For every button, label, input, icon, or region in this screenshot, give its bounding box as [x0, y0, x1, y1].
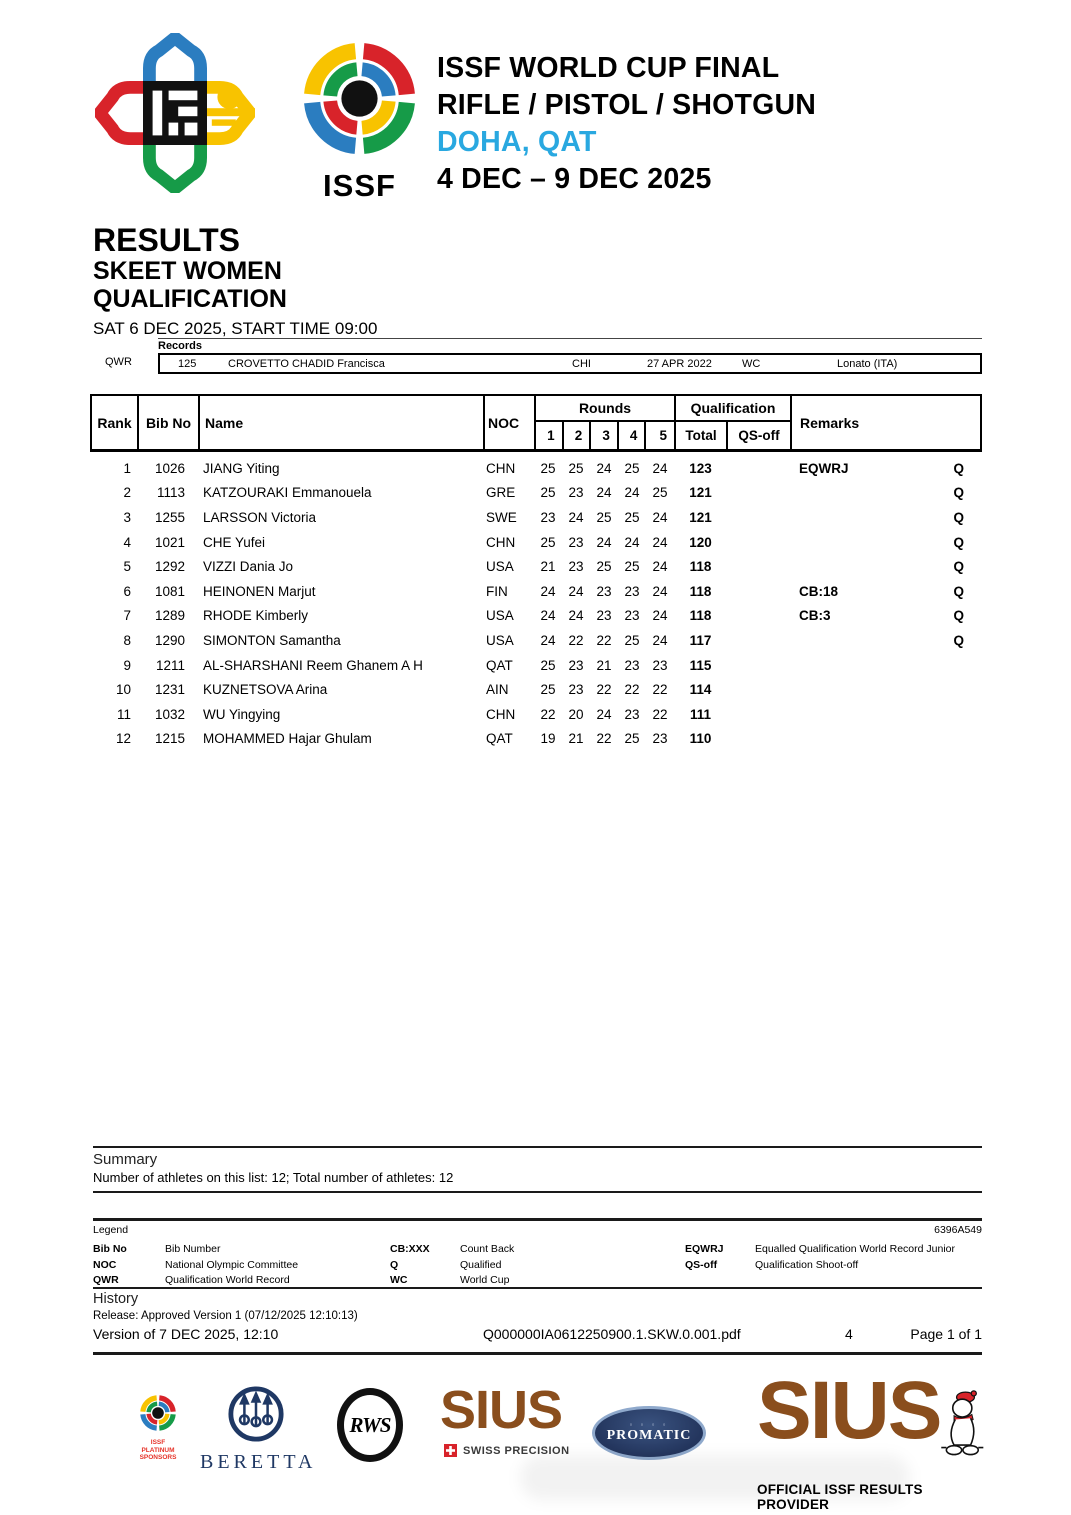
noc-cell: CHN [486, 706, 516, 722]
round-2-cell: 20 [568, 706, 584, 722]
round-5-cell: 22 [652, 682, 668, 698]
round-4-cell: 23 [624, 583, 640, 599]
legend-description: Qualification World Record [165, 1274, 290, 1286]
record-noc: CHI [572, 357, 591, 370]
table-row [90, 702, 982, 727]
issf-target-rings-icon [297, 36, 422, 161]
platinum-caption-line2: PLATINUM [141, 1446, 175, 1454]
event-title-block [437, 50, 816, 198]
round-1-cell: 25 [540, 657, 556, 673]
issf-logo-text: ISSF [323, 168, 396, 203]
round-5-cell: 24 [652, 608, 668, 624]
round-2-cell: 24 [568, 509, 584, 525]
table-row [90, 604, 982, 629]
sius-logo [440, 1380, 570, 1457]
name-cell: JIANG Yiting [203, 460, 280, 476]
rank-cell: 12 [115, 731, 131, 747]
sius-tagline: SWISS PRECISION [463, 1444, 570, 1457]
header-rounds-group [536, 396, 676, 449]
total-cell: 115 [689, 657, 712, 673]
bib-cell: 1113 [156, 485, 185, 501]
round-3-cell: 22 [596, 632, 612, 648]
issf-mini-rings-icon [138, 1393, 178, 1433]
round-2-cell: 25 [568, 460, 584, 476]
round-1-cell: 24 [540, 583, 556, 599]
event-phase: QUALIFICATION [93, 284, 287, 313]
legend-description: Count Back [460, 1243, 515, 1255]
qualified-cell: Q [953, 485, 964, 501]
page-title: RESULTS [93, 222, 240, 258]
round-1-cell: 25 [540, 485, 556, 501]
header-rounds: Rounds [536, 396, 674, 422]
records-section [93, 338, 982, 374]
bib-cell: 1215 [154, 731, 185, 747]
footer-bottom-rule [93, 1352, 982, 1355]
header-remarks: Remarks [800, 414, 860, 431]
rank-cell: 2 [123, 485, 131, 501]
qualified-cell: Q [953, 608, 964, 624]
record-holder-name: CROVETTO CHADID Francisca [228, 357, 385, 370]
legend-term: WC [390, 1274, 408, 1286]
name-cell: SIMONTON Samantha [203, 632, 341, 648]
table-row [90, 677, 982, 702]
page-indicator: Page 1 of 1 [910, 1326, 982, 1342]
round-5-cell: 24 [652, 559, 668, 575]
history-heading: History [93, 1291, 139, 1307]
round-1-cell: 24 [540, 632, 556, 648]
total-cell: 118 [689, 559, 712, 575]
rws-logo [337, 1388, 403, 1462]
round-5-cell: 25 [652, 485, 668, 501]
remark-cell: CB:3 [799, 608, 831, 624]
legend-row [93, 1258, 982, 1274]
legend-term: CB:XXX [390, 1243, 430, 1255]
round-5-cell: 24 [652, 509, 668, 525]
legend-term: Q [390, 1258, 399, 1271]
total-cell: 111 [689, 706, 712, 722]
name-cell: KATZOURAKI Emmanouela [203, 485, 372, 501]
bib-cell: 1081 [154, 583, 185, 599]
table-row [90, 456, 982, 481]
header-round-3: 3 [591, 422, 619, 449]
noc-cell: USA [486, 559, 514, 575]
table-row [90, 505, 982, 530]
round-3-cell: 24 [596, 460, 612, 476]
round-1-cell: 24 [540, 608, 556, 624]
round-4-cell: 24 [624, 485, 640, 501]
sius-wordmark: SIUS [440, 1380, 563, 1440]
rank-cell: 1 [123, 460, 131, 476]
round-1-cell: 25 [540, 534, 556, 550]
header-name: Name [200, 396, 485, 449]
round-1-cell: 19 [540, 731, 556, 747]
round-5-cell: 22 [652, 706, 668, 722]
beretta-logo [200, 1385, 317, 1474]
round-4-cell: 23 [624, 657, 640, 673]
rank-cell: 11 [116, 706, 131, 722]
swiss-flag-icon [444, 1444, 457, 1457]
event-schedule: SAT 6 DEC 2025, START TIME 09:00 [93, 319, 378, 338]
bib-cell: 1021 [154, 534, 185, 550]
event-name: SKEET WOMEN [93, 257, 282, 285]
rank-cell: 7 [123, 608, 131, 624]
legend-term: NOC [93, 1258, 117, 1271]
round-3-cell: 25 [596, 509, 612, 525]
noc-cell: AIN [486, 682, 509, 698]
history-top-rule [93, 1287, 982, 1289]
header-qualification-group [676, 396, 792, 449]
round-3-cell: 24 [596, 485, 612, 501]
doha-2025-logo [95, 33, 255, 198]
round-2-cell: 23 [568, 657, 584, 673]
legend-description: Equalled Qualification World Record Junior [755, 1243, 955, 1255]
round-2-cell: 23 [568, 682, 584, 698]
records-label: Records [158, 340, 203, 352]
round-5-cell: 24 [652, 534, 668, 550]
summary-text: Number of athletes on this list: 12; Total number of athletes: 12 [93, 1170, 454, 1185]
history-section [93, 1291, 358, 1322]
legend-top-rule [93, 1218, 982, 1221]
record-competition: WC [742, 357, 761, 370]
promatic-logo [592, 1406, 706, 1460]
round-2-cell: 24 [568, 608, 584, 624]
filename-text: Q000000IA0612250900.1.SKW.0.001.pdf [483, 1326, 741, 1342]
header-qs-off: QS-off [738, 428, 780, 443]
round-2-cell: 24 [568, 583, 584, 599]
record-row [93, 353, 982, 374]
round-3-cell: 25 [596, 559, 612, 575]
table-header [90, 394, 982, 452]
total-cell: 118 [689, 583, 712, 599]
round-5-cell: 24 [652, 632, 668, 648]
total-cell: 121 [689, 485, 712, 501]
document-code: 6396A549 [934, 1224, 982, 1236]
version-text: Version of 7 DEC 2025, 12:10 [93, 1326, 279, 1342]
beretta-trident-icon [227, 1385, 285, 1443]
round-4-cell: 25 [624, 559, 640, 575]
table-row [90, 727, 982, 752]
noc-cell: CHN [486, 534, 516, 550]
header-round-1: 1 [536, 422, 564, 449]
round-4-cell: 23 [624, 608, 640, 624]
round-1-cell: 22 [540, 706, 556, 722]
name-cell: RHODE Kimberly [203, 608, 309, 624]
legend-term: QWR [93, 1274, 119, 1286]
bib-cell: 1211 [155, 657, 185, 673]
round-1-cell: 25 [540, 460, 556, 476]
bib-cell: 1231 [154, 682, 185, 698]
round-4-cell: 24 [624, 534, 640, 550]
qualified-cell: Q [953, 460, 964, 476]
header-round-5: 5 [659, 428, 667, 443]
noc-cell: CHN [486, 460, 516, 476]
rws-wordmark: RWS [349, 1412, 391, 1437]
rank-cell: 6 [123, 583, 131, 599]
results-heading-block [93, 222, 377, 339]
doha-2025-logo-graphic [95, 33, 255, 193]
remark-cell: EQWRJ [799, 460, 849, 476]
event-location: DOHA, QAT [437, 126, 597, 158]
rank-cell: 5 [123, 559, 131, 575]
round-5-cell: 24 [652, 460, 668, 476]
header-round-4: 4 [619, 422, 647, 449]
noc-cell: GRE [486, 485, 516, 501]
total-cell: 123 [689, 460, 712, 476]
name-cell: KUZNETSOVA Arina [203, 682, 328, 698]
rank-cell: 10 [115, 682, 131, 698]
noc-cell: USA [486, 608, 514, 624]
round-4-cell: 25 [624, 509, 640, 525]
legend-description: Bib Number [165, 1243, 221, 1255]
name-cell: CHE Yufei [203, 534, 266, 550]
remark-cell: CB:18 [799, 583, 839, 599]
legend-heading: Legend [93, 1224, 129, 1236]
round-2-cell: 23 [568, 534, 584, 550]
round-2-cell: 23 [568, 485, 584, 501]
record-date: 27 APR 2022 [647, 357, 712, 370]
table-row [90, 554, 982, 579]
round-3-cell: 21 [596, 657, 612, 673]
rank-cell: 9 [123, 657, 131, 673]
total-cell: 121 [689, 509, 712, 525]
platinum-caption-line3: SPONSORS [139, 1454, 177, 1461]
noc-cell: QAT [486, 731, 513, 747]
header-qualification: Qualification [676, 396, 790, 422]
bib-cell: 1292 [154, 559, 185, 575]
round-4-cell: 23 [624, 706, 640, 722]
header-bib: Bib No [139, 396, 200, 449]
round-1-cell: 23 [540, 509, 556, 525]
round-4-cell: 25 [624, 460, 640, 476]
bib-cell: 1290 [154, 632, 185, 648]
total-cell: 120 [689, 534, 712, 550]
total-cell: 114 [689, 682, 712, 698]
document-footer [93, 1326, 982, 1346]
event-title-line1: ISSF WORLD CUP FINAL [437, 52, 780, 84]
legend-description: Qualified [460, 1258, 502, 1271]
qualified-cell: Q [953, 509, 964, 525]
header-noc: NOC [485, 396, 536, 449]
total-cell: 117 [689, 632, 712, 648]
legend-section [93, 1224, 982, 1289]
bib-cell: 1289 [154, 608, 185, 624]
name-cell: AL-SHARSHANI Reem Ghanem A H [203, 657, 423, 673]
table-row [90, 653, 982, 678]
history-release: Release: Approved Version 1 (07/12/2025 12:10:13) [93, 1310, 358, 1322]
name-cell: WU Yingying [203, 706, 281, 722]
header-round-2: 2 [564, 422, 592, 449]
event-dates: 4 DEC – 9 DEC 2025 [437, 163, 712, 195]
round-3-cell: 22 [596, 682, 612, 698]
rank-cell: 8 [123, 632, 131, 648]
footer-number: 4 [845, 1326, 853, 1342]
header-total: Total [676, 422, 728, 449]
bib-cell: 1255 [154, 509, 185, 525]
table-row [90, 579, 982, 604]
name-cell: LARSSON Victoria [203, 509, 317, 525]
platinum-caption-line1: ISSF [150, 1439, 166, 1446]
table-row [90, 481, 982, 506]
round-3-cell: 24 [596, 534, 612, 550]
name-cell: HEINONEN Marjut [203, 583, 316, 599]
qualified-cell: Q [953, 632, 964, 648]
qualified-cell: Q [953, 534, 964, 550]
legend-term: Bib No [93, 1243, 127, 1255]
header-rank: Rank [92, 396, 139, 449]
total-cell: 118 [689, 608, 712, 624]
watermark-smudge [520, 1455, 910, 1500]
record-score: 125 [178, 357, 197, 370]
round-2-cell: 22 [568, 632, 584, 648]
promatic-clays-decoration: ◦ ◦ ◦ ◦ [629, 1420, 669, 1429]
round-1-cell: 25 [540, 682, 556, 698]
round-4-cell: 25 [624, 731, 640, 747]
sius-big-wordmark: SIUS [757, 1365, 941, 1456]
provider-caption: OFFICIAL ISSF RESULTS PROVIDER [757, 1482, 923, 1512]
rank-cell: 3 [123, 509, 131, 525]
record-type: QWR [105, 356, 132, 368]
beretta-wordmark: BERETTA [200, 1451, 317, 1473]
legend-grid [93, 1242, 982, 1289]
round-3-cell: 22 [596, 731, 612, 747]
noc-cell: SWE [486, 509, 517, 525]
promatic-wordmark: PROMATIC [606, 1428, 692, 1443]
record-place: Lonato (ITA) [837, 357, 898, 370]
rank-cell: 4 [123, 534, 131, 550]
issf-platinum-sponsors-logo [131, 1393, 185, 1462]
summary-section [93, 1151, 453, 1185]
round-5-cell: 23 [652, 731, 668, 747]
round-3-cell: 24 [596, 706, 612, 722]
results-table-body [90, 456, 982, 751]
round-4-cell: 22 [624, 682, 640, 698]
legend-description: National Olympic Committee [165, 1258, 299, 1271]
legend-description: World Cup [460, 1274, 510, 1286]
bib-cell: 1032 [154, 706, 185, 722]
table-row [90, 530, 982, 555]
sius-mascot-icon [940, 1372, 985, 1476]
name-cell: VIZZI Dania Jo [203, 559, 294, 575]
results-table [90, 394, 982, 751]
round-5-cell: 24 [652, 583, 668, 599]
round-3-cell: 23 [596, 583, 612, 599]
legend-row [93, 1242, 982, 1258]
qualified-cell: Q [953, 559, 964, 575]
summary-heading: Summary [93, 1151, 158, 1168]
table-row [90, 628, 982, 653]
issf-logo [297, 36, 422, 204]
record-details [158, 353, 982, 374]
round-2-cell: 23 [568, 559, 584, 575]
round-5-cell: 23 [652, 657, 668, 673]
round-2-cell: 21 [568, 731, 584, 747]
summary-top-rule [93, 1146, 982, 1148]
legend-description: Qualification Shoot-off [755, 1258, 859, 1271]
noc-cell: USA [486, 632, 514, 648]
round-1-cell: 21 [540, 559, 556, 575]
bib-cell: 1026 [154, 460, 185, 476]
noc-cell: QAT [486, 657, 513, 673]
summary-bottom-rule [93, 1191, 982, 1193]
noc-cell: FIN [486, 583, 508, 599]
event-title-line2: RIFLE / PISTOL / SHOTGUN [437, 89, 817, 121]
legend-term: EQWRJ [685, 1243, 724, 1255]
total-cell: 110 [689, 731, 712, 747]
legend-term: QS-off [685, 1258, 718, 1271]
qualified-cell: Q [953, 583, 964, 599]
round-3-cell: 23 [596, 608, 612, 624]
name-cell: MOHAMMED Hajar Ghulam [203, 731, 372, 747]
round-4-cell: 25 [624, 632, 640, 648]
